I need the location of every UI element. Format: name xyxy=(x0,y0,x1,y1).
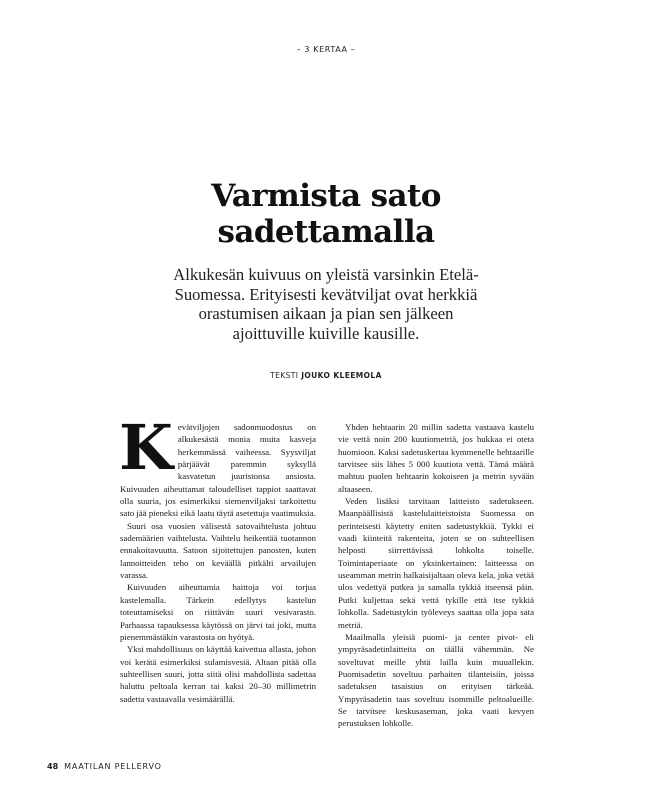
magazine-name: MAATILAN PELLERVO xyxy=(64,762,162,771)
body-paragraph: Yksi mahdollisuus on käyttää kaivettua allasta, johon voi kerätä esimerkiksi sulamisvesiä. Altaan pitää olla suhteellisen suuri, jotta siitä olisi mahdollista sadettaa haluttu peltoala kerran tai kaksi 20–30 millimetrin sadetta vastaavalla vesimäärällä. xyxy=(120,644,316,704)
body-column-right xyxy=(338,421,534,730)
paragraph-text: evätviljojen sadonmuodostus on alkukesästä monia muita kasveja herkemmässä vaiheessa. Syysviljat pärjäävät paremmin syksyllä kasvatetun juuristonsa ansiosta. Kuivuuden aiheuttamat taloudelliset tappiot saattavat olla suuria, jos esimerkiksi siemenviljaksi tarkoitettu sato jää pieneksi eikä laatu täytä asetettuja vaatimuksia. xyxy=(120,422,316,519)
body-column-left xyxy=(119,411,316,705)
section-kicker: – 3 KERTAA – xyxy=(296,45,356,54)
body-paragraph: Veden lisäksi tarvitaan laitteisto sadetukseen. Maanpäällisistä kastelulaitteistoista Suomessa on perinteisesti käytetty eniten sadetustykkiä. Tykki ei vaadi kiinteitä rakenteita, joten se on suhteellisen helposti siirrettävissä lohkolta toiselle. Toimintaperiaate on yksinkertainen: laitteessa on useamman metrin halkaisijaltaan oleva kela, joka vetää ulos vedettyä putkea ja samalla tykkiä itseensä päin. Putki kuljettaa sekä vettä tykille että itse tykkiä lohkolla. Sadetustykin työleveys saattaa olla jopa sata metriä. xyxy=(338,496,534,630)
article-lead: Alkukesän kuivuus on yleistä varsinkin Etelä-Suomessa. Erityisesti kevätviljat ovat herkkiä orastumisen aikaan ja pian sen jälkeen ajoittuville kuiville kausille. xyxy=(173,265,479,343)
byline xyxy=(0,371,652,380)
body-paragraph: Kuivuuden aiheuttamia haittoja voi torjua kastelemalla. Tärkein edellytys kastelun toteuttamiseksi on riittävän suuri vesivarasto. Parhaassa tapauksessa käytössä on järvi tai joki, mutta pienemmästäkin varastosta on hyötyä. xyxy=(120,582,316,642)
body-paragraph xyxy=(119,411,316,520)
page-footer xyxy=(47,762,162,771)
title-line-1: Varmista sato xyxy=(211,178,441,214)
byline-prefix: TEKSTI xyxy=(270,371,299,380)
title-line-2: sadettamalla xyxy=(217,214,435,250)
body-paragraph: Suuri osa vuosien välisestä satovaihtelusta johtuu sademäärien vaihtelusta. Vaihtelu heikentää tuotannon ennakoitavuutta. Satoon sijoitettujen panosten, kuten lannoitteiden teho on keväällä pitkälti arvailujen varassa. xyxy=(120,520,316,581)
body-paragraph: Yhden hehtaarin 20 millin sadetta vastaava kastelu vie vettä noin 200 kuutiometriä, jos hukkaa ei oteta huomioon. Kaksi sadetuskertaa kymmenelle hehtaarille tarvitsee siis lähes 5 000 kuutiota vettä. Tämä määrä mahtuu puolen hehtaarin kokoiseen ja metrin syvään altaaseen. xyxy=(338,422,534,494)
byline-author: JOUKO KLEEMOLA xyxy=(301,371,382,380)
body-paragraph: Maailmalla yleisiä puomi- ja center pivot- eli ympyräsadetinlaitteita on täällä vähemmän. Ne soveltuvat meille yhtä lailla kuin muuallekin. Puomisadetin soveltuu parhaiten tilanteisiin, joissa sadetuksen tasaisuus on erityisen tärkeää. Ympyräsadetin taas soveltuu isommille peltoalueille. Se tarvitsee keskusaseman, joka vaati kevyen perustuksen lohkolle. xyxy=(338,631,534,729)
drop-cap: K xyxy=(119,411,173,484)
page-number: 48 xyxy=(47,762,59,771)
article-title xyxy=(100,178,552,250)
